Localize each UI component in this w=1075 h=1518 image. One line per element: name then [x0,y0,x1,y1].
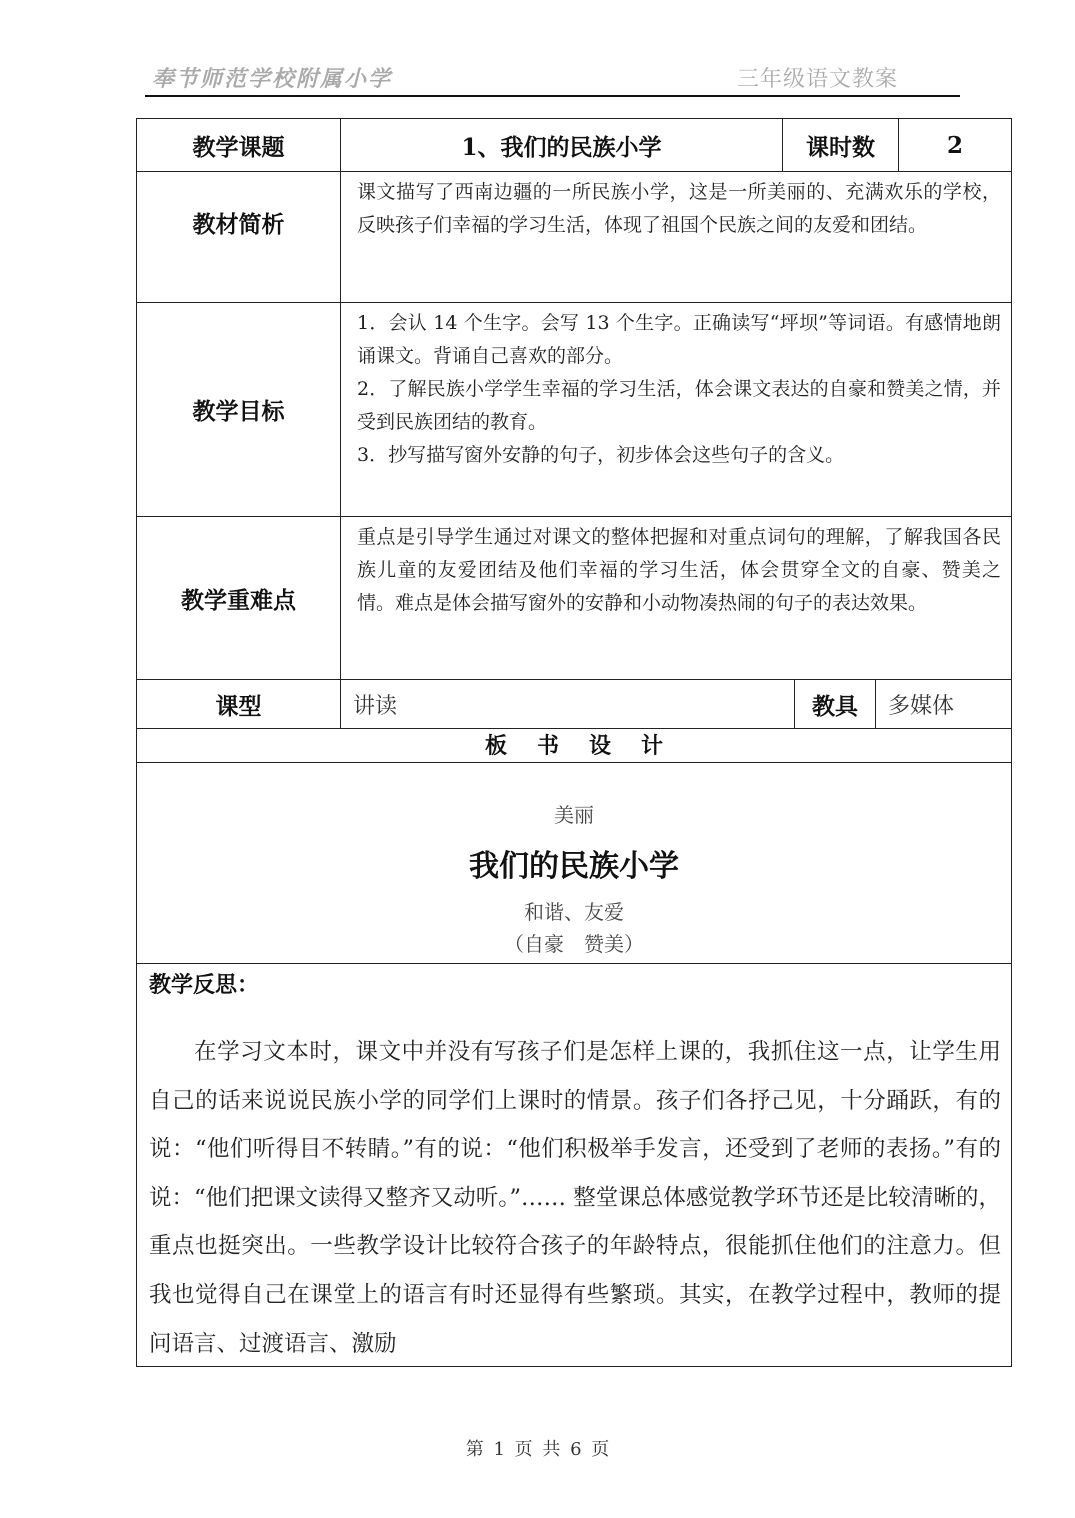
document-type: 三年级语文教案 [737,67,899,92]
analysis-text: 课文描写了西南边疆的一所民族小学，这是一所美丽的、充满欢乐的学校，反映孩子们幸福的学习生活，体现了祖国个民族之间的友爱和团结。 [357,181,1001,236]
goal-item: 1．会认 14 个生字。会写 13 个生字。正确读写“坪坝”等词语。有感情地朗诵课文。背诵自己喜欢的部分。 [357,312,1001,367]
board-title: 我们的民族小学 [469,849,679,884]
reflection-text: 在学习文本时，课文中并没有写孩子们是怎样上课的，我抓住这一点，让学生用自己的话来说说民族小学的同学们上课时的情景。孩子们各抒己见，十分踊跃，有的说：“他们听得目不转睛。”有的说：“他们积极举手发言，还受到了老师的表扬。”有的说：“他们把课文读得又整齐又动听。”…… 整堂课总体感觉教学环节还是比较清晰的，重点也挺突出。一些教学设计比较符合孩子的年龄特点，很能抓住他们的注意力。但我也觉得自己在课堂上的语言有时还显得有些繁琐。其实，在教学过程中，教师的提问语言、过渡语言、激励 [149,1039,1001,1357]
hours-label: 课时数 [806,133,875,161]
tools-label: 教具 [812,692,858,720]
reflection-heading: 教学反思： [149,972,260,998]
goal-item: 3．抄写描写窗外安静的句子，初步体会这些句子的含义。 [357,444,845,466]
board-line-harmony: 和谐、友爱 [524,900,624,924]
lesson-plan-table [136,118,1012,1367]
goal-item: 2．了解民族小学学生幸福的学习生活，体会课文表达的自豪和赞美之情，并受到民族团结的教育。 [357,378,1001,433]
board-line-beautiful: 美丽 [554,803,594,827]
header-divider [145,95,960,97]
goals-label: 教学目标 [192,398,285,425]
hours-value: 2 [946,131,963,159]
type-value: 讲读 [353,693,398,719]
tools-value: 多媒体 [888,693,955,719]
school-name: 奉节师范学校附属小学 [152,66,393,92]
topic-value: 1、我们的民族小学 [461,133,662,161]
type-label: 课型 [215,692,262,720]
topic-label: 教学课题 [192,133,285,161]
board-line-pride: （自豪 赞美） [504,932,644,956]
keypoints-text: 重点是引导学生通过对课文的整体把握和对重点词句的理解，了解我国各民族儿童的友爱团结及他们幸福的学习生活，体会贯穿全文的自豪、赞美之情。难点是体会描写窗外的安静和小动物凑热闹的句子的表达效果。 [357,526,1001,614]
reflection-section [137,964,1011,1366]
goals-list [341,303,1011,516]
row-divider [137,728,1011,729]
board-design [137,763,1011,963]
keypoints-label: 教学重难点 [181,586,296,614]
board-design-heading: 板书设计 [484,733,693,759]
analysis-label: 教材简析 [192,210,285,238]
page-number: 第 1 页 共 6 页 [465,1439,610,1460]
